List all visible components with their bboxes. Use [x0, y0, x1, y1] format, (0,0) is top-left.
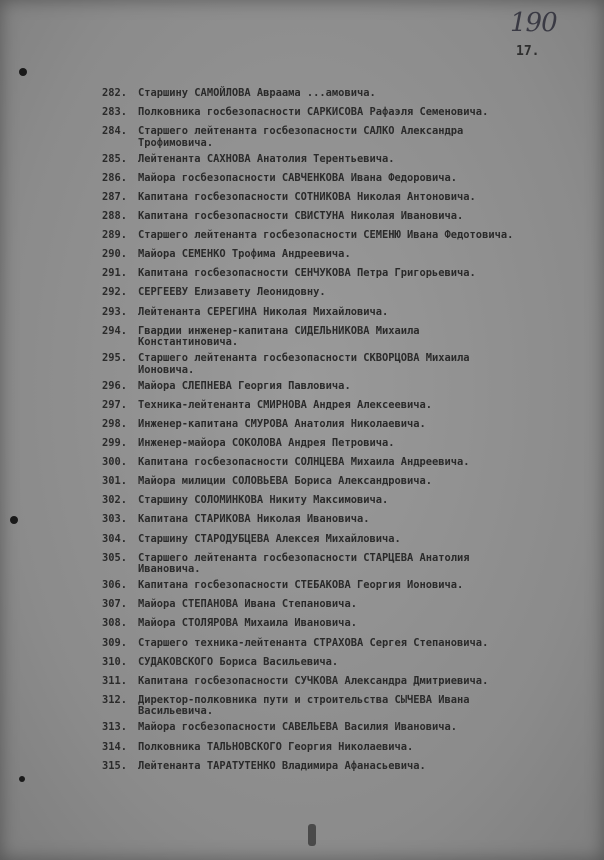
- entry-text: Майора СЛЕПНЕВА Георгия Павловича.: [138, 379, 351, 392]
- list-item: [102, 326, 592, 349]
- entry-number: 290.: [102, 248, 128, 261]
- list-item: [102, 580, 592, 592]
- list-item: [102, 419, 592, 431]
- entry-text: СУДАКОВСКОГО Бориса Васильевича.: [138, 655, 339, 668]
- entry-number: 301.: [102, 475, 128, 488]
- entry-number: 284.: [102, 125, 128, 138]
- entry-text: Майора СЕМЕНКО Трофима Андреевича.: [138, 248, 351, 261]
- entry-text: Старшего лейтенанта госбезопасности СЕМЕНЮ Ивана Федотовича.: [138, 229, 514, 242]
- entry-text: Гвардии инженер-капитана СИДЕЛЬНИКОВА Михаила: [138, 324, 420, 337]
- entry-number: 305.: [102, 551, 128, 564]
- list-item: [102, 126, 592, 149]
- entry-text: Капитана госбезопасности СОЛНЦЕВА Михаила Андреевича.: [138, 456, 470, 469]
- entry-number: 294.: [102, 324, 128, 337]
- entry-number: 288.: [102, 210, 128, 223]
- entry-text: Техника-лейтенанта СМИРНОВА Андрея Алексеевича.: [138, 398, 433, 411]
- entry-list: [102, 88, 592, 780]
- entry-number: 300.: [102, 456, 128, 469]
- entry-text-continuation: Константиновича.: [138, 336, 239, 349]
- entry-number: 304.: [102, 532, 128, 545]
- punch-hole: [10, 516, 18, 524]
- entry-text: Старшего лейтенанта госбезопасности СТАРЦЕВА Анатолия: [138, 551, 470, 564]
- list-item: [102, 353, 592, 376]
- entry-text: Майора госбезопасности САВЧЕНКОВА Ивана Федоровича.: [138, 171, 458, 184]
- entry-text: Лейтенанта САХНОВА Анатолия Терентьевича.: [138, 152, 395, 165]
- entry-number: 289.: [102, 229, 128, 242]
- list-item: [102, 173, 592, 185]
- entry-number: 296.: [102, 379, 128, 392]
- entry-text: Старшину СОЛОМИНКОВА Никиту Максимовича.: [138, 494, 389, 507]
- entry-text-continuation: Трофимовича.: [138, 136, 214, 149]
- entry-text: Старшину САМОЙЛОВА Авраама ...амовича.: [138, 87, 376, 99]
- entry-number: 308.: [102, 617, 128, 630]
- list-item: [102, 268, 592, 280]
- list-item: [102, 618, 592, 630]
- page-mark: [308, 824, 316, 846]
- entry-number: 303.: [102, 513, 128, 526]
- entry-number: 297.: [102, 398, 128, 411]
- list-item: [102, 657, 592, 669]
- entry-text-continuation: Ивановича.: [138, 563, 201, 576]
- list-item: [102, 400, 592, 412]
- entry-number: 287.: [102, 190, 128, 203]
- entry-text: Майора милиции СОЛОВЬЕВА Бориса Александровича.: [138, 475, 433, 488]
- entry-text: Капитана госбезопасности СВИСТУНА Николая Ивановича.: [138, 210, 464, 223]
- entry-text: Капитана госбезопасности СЕНЧУКОВА Петра Григорьевича.: [138, 267, 476, 280]
- entry-text: Капитана СТАРИКОВА Николая Ивановича.: [138, 513, 370, 526]
- entry-text: Капитана госбезопасности СТЕБАКОВА Георгия Ионовича.: [138, 579, 464, 592]
- entry-number: 298.: [102, 418, 128, 430]
- entry-text: Старшего техника-лейтенанта СТРАХОВА Сергея Степановича.: [138, 636, 489, 649]
- list-item: [102, 638, 592, 650]
- entry-number: 286.: [102, 171, 128, 184]
- entry-text: Лейтенанта СЕРЕГИНА Николая Михайловича.: [138, 305, 389, 318]
- entry-number: 306.: [102, 579, 128, 592]
- entry-number: 302.: [102, 494, 128, 507]
- entry-text: Старшего лейтенанта госбезопасности САЛКО Александра: [138, 125, 464, 138]
- entry-text: Полковника госбезопасности САРКИСОВА Рафаэля Семеновича.: [138, 106, 489, 119]
- entry-text: Старшину СТАРОДУБЦЕВА Алексея Михайловича.: [138, 532, 401, 545]
- entry-number: 315.: [102, 759, 128, 772]
- entry-number: 293.: [102, 305, 128, 318]
- entry-number: 295.: [102, 352, 128, 365]
- list-item: [102, 742, 592, 754]
- entry-text: Директор-полковника пути и строительства СЫЧЕВА Ивана: [138, 693, 470, 706]
- entry-number: 309.: [102, 636, 128, 649]
- list-item: [102, 495, 592, 507]
- typed-page-number: 17.: [516, 44, 540, 59]
- entry-text: Капитана госбезопасности СУЧКОВА Александра Дмитриевича.: [138, 674, 489, 687]
- entry-text: Инженер-капитана СМУРОВА Анатолия Николаевича.: [138, 418, 426, 430]
- punch-hole: [19, 776, 25, 782]
- list-item: [102, 192, 592, 204]
- list-item: [102, 438, 592, 450]
- list-item: [102, 307, 592, 319]
- list-item: [102, 107, 592, 119]
- entry-number: 285.: [102, 152, 128, 165]
- entry-text: Майора СТОЛЯРОВА Михаила Ивановича.: [138, 617, 357, 630]
- entry-number: 282.: [102, 87, 128, 99]
- list-item: [102, 230, 592, 242]
- list-item: [102, 476, 592, 488]
- entry-text-continuation: Ионовича.: [138, 363, 195, 376]
- entry-number: 313.: [102, 721, 128, 734]
- entry-text-continuation: Васильевича.: [138, 705, 214, 718]
- entry-number: 283.: [102, 106, 128, 119]
- list-item: [102, 287, 592, 299]
- entry-text: Старшего лейтенанта госбезопасности СКВОРЦОВА Михаила: [138, 352, 470, 365]
- handwritten-page-number: 190: [510, 8, 557, 38]
- list-item: [102, 722, 592, 734]
- list-item: [102, 553, 592, 576]
- entry-number: 314.: [102, 740, 128, 753]
- list-item: [102, 761, 592, 773]
- list-item: [102, 695, 592, 718]
- list-item: [102, 457, 592, 469]
- entry-text: Полковника ТАЛЬНОВСКОГО Георгия Николаевича.: [138, 740, 414, 753]
- entry-text: СЕРГЕЕВУ Елизавету Леонидовну.: [138, 286, 326, 299]
- list-item: [102, 676, 592, 688]
- list-item: [102, 381, 592, 393]
- list-item: [102, 211, 592, 223]
- punch-hole: [19, 68, 27, 76]
- entry-text: Майора госбезопасности САВЕЛЬЕВА Василия Ивановича.: [138, 721, 458, 734]
- entry-number: 292.: [102, 286, 128, 299]
- list-item: [102, 154, 592, 166]
- entry-number: 312.: [102, 693, 128, 706]
- entry-text: Инженер-майора СОКОЛОВА Андрея Петровича.: [138, 437, 395, 450]
- list-item: [102, 514, 592, 526]
- list-item: [102, 599, 592, 611]
- entry-text: Капитана госбезопасности СОТНИКОВА Николая Антоновича.: [138, 190, 476, 203]
- list-item: [102, 534, 592, 546]
- entry-number: 307.: [102, 598, 128, 611]
- entry-number: 310.: [102, 655, 128, 668]
- entry-number: 311.: [102, 674, 128, 687]
- entry-number: 299.: [102, 437, 128, 450]
- list-item: [102, 88, 592, 100]
- entry-text: Лейтенанта ТАРАТУТЕНКО Владимира Афанасьевича.: [138, 759, 426, 772]
- list-item: [102, 249, 592, 261]
- entry-text: Майора СТЕПАНОВА Ивана Степановича.: [138, 598, 357, 611]
- entry-number: 291.: [102, 267, 128, 280]
